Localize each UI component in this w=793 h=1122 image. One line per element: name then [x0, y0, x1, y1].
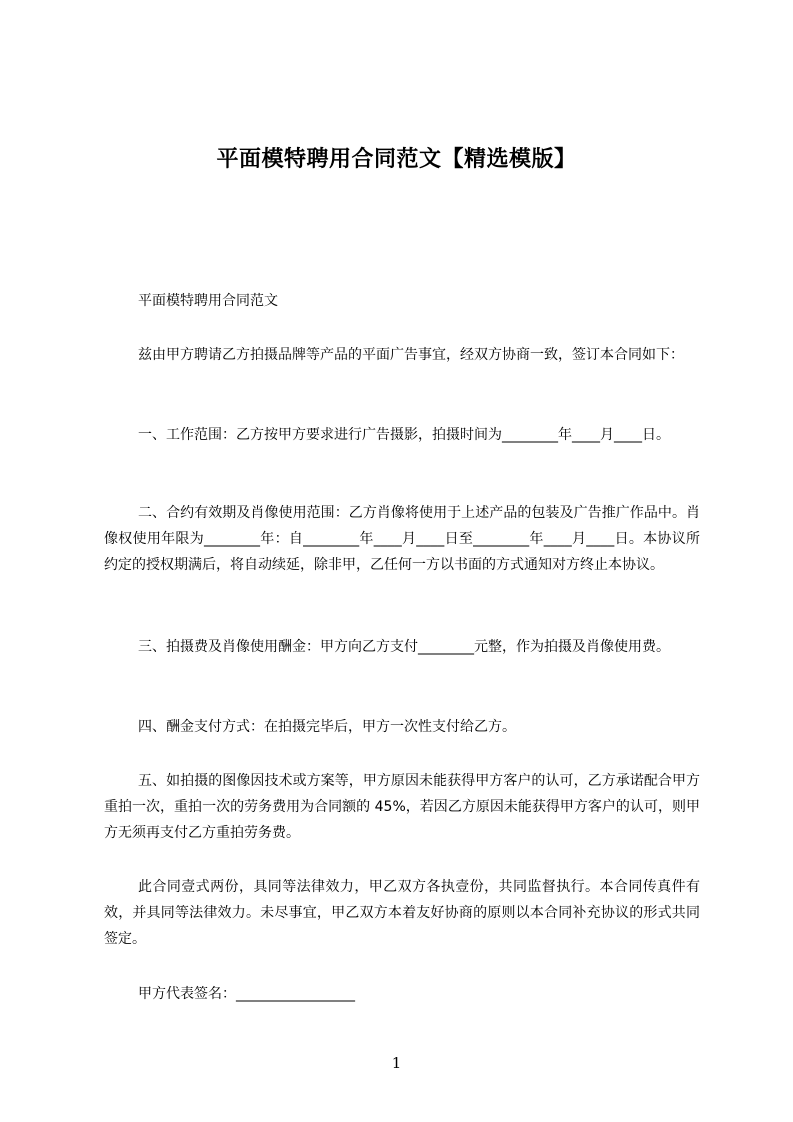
document-title: 平面模特聘用合同范文【精选模版】: [216, 147, 577, 172]
signature-line: 甲方代表签名：_________________: [138, 986, 355, 1002]
page-number: 1: [391, 1054, 402, 1072]
clause-paragraph: 五、如拍摄的图像因技术或方案等，甲方原因未能获得甲方客户的认可，乙方承诺配合甲方重拍一次，重拍一次的劳务费用为合同额的 45%，若因乙方原因未能获得甲方客户的认可，则甲方无须再支付乙方重拍劳务费。: [104, 773, 700, 841]
clause-paragraph: 一、工作范围：乙方按甲方要求进行广告摄影，拍摄时间为________年____月____日。: [138, 427, 670, 443]
intro-paragraph: 兹由甲方聘请乙方拍摄品牌等产品的平面广告事宜，经双方协商一致，签订本合同如下：: [138, 347, 684, 363]
document-subtitle: 平面模特聘用合同范文: [138, 293, 278, 309]
clause-paragraph: 三、拍摄费及肖像使用酬金：甲方向乙方支付________元整，作为拍摄及肖像使用费。: [138, 639, 670, 655]
clause-paragraph: 二、合约有效期及肖像使用范围：乙方肖像将使用于上述产品的包装及广告推广作品中。肖像权使用年限为________年：自________年____月____日至________年____月____日。本协议所约定的授权期满后，将自动续延，除非甲，乙任何一方以书面的方式通知对方终止本协议。: [104, 505, 700, 573]
closing-paragraph: 此合同壹式两份，具同等法律效力，甲乙双方各执壹份，共同监督执行。本合同传真件有效，并具同等法律效力。未尽事宜，甲乙双方本着友好协商的原则以本合同补充协议的形式共同签定。: [104, 879, 700, 947]
clause-paragraph: 四、酬金支付方式：在拍摄完毕后，甲方一次性支付给乙方。: [138, 719, 516, 735]
